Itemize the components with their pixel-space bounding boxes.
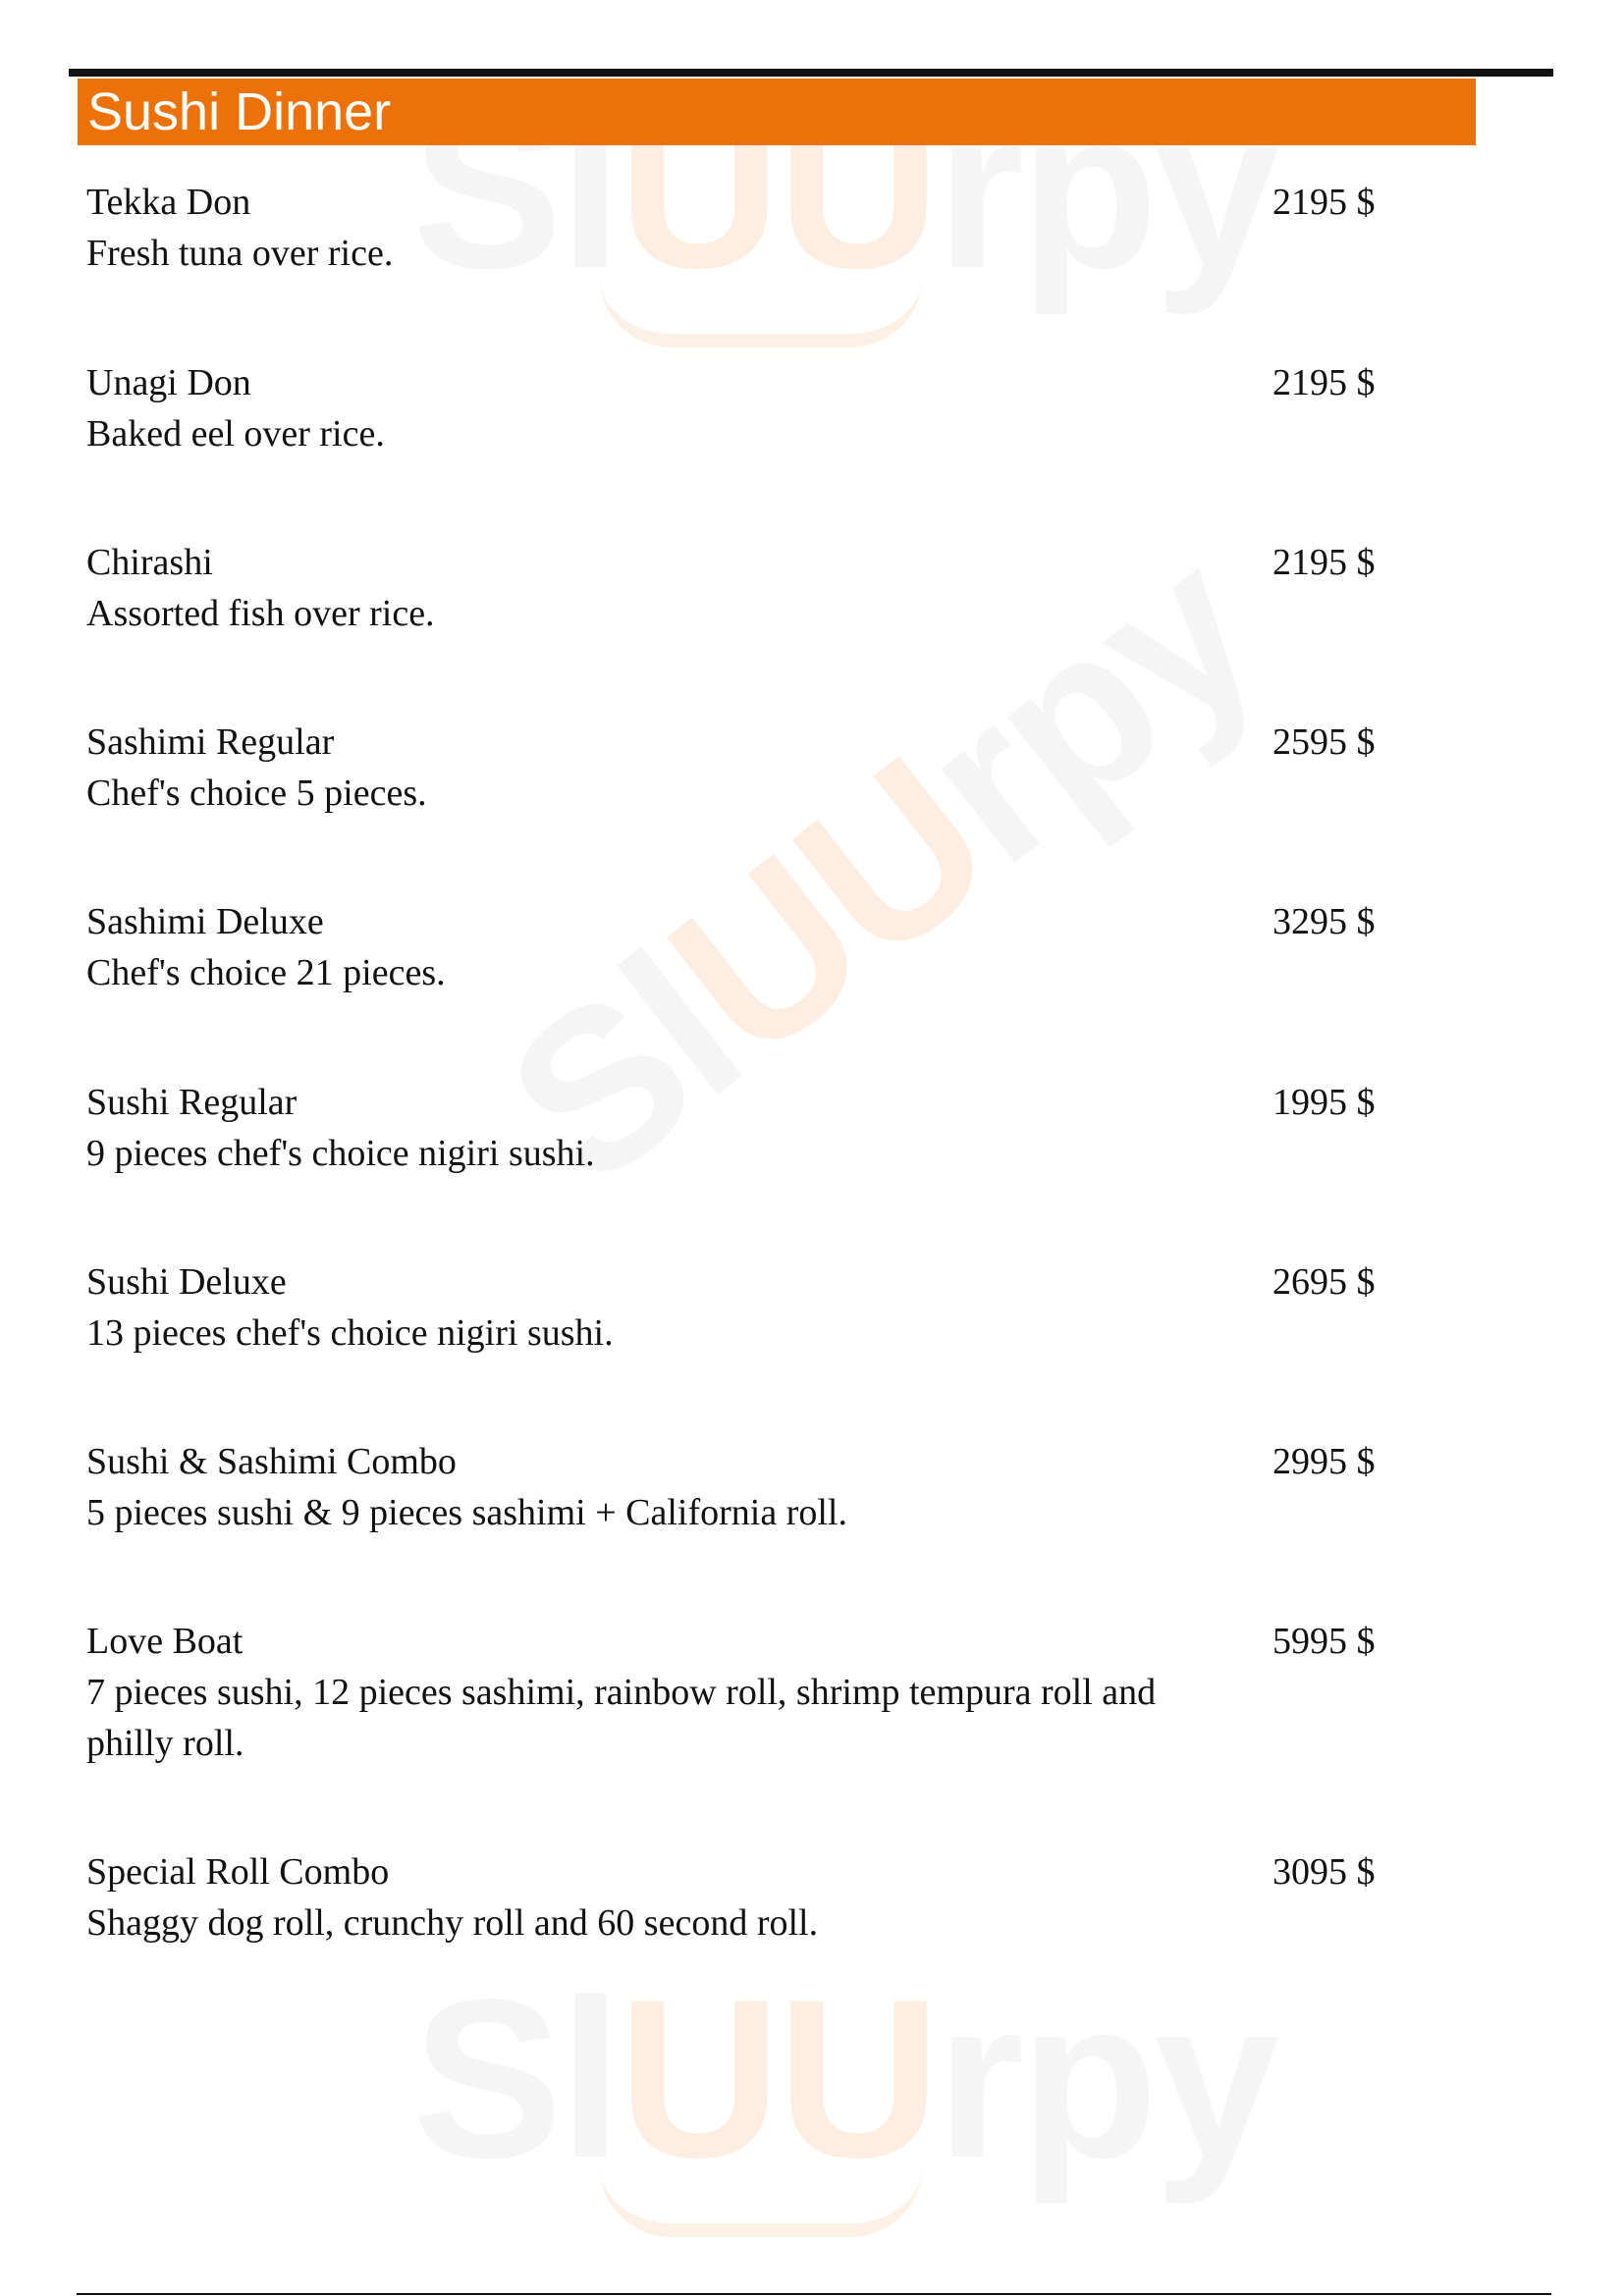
item-price: 3095 $	[1272, 1851, 1376, 1893]
item-name: Sashimi Regular	[86, 721, 335, 763]
item-name: Sushi & Sashimi Combo	[86, 1441, 457, 1482]
item-name: Sushi Deluxe	[86, 1261, 287, 1303]
item-description: 5 pieces sushi & 9 pieces sashimi + California roll.	[86, 1492, 847, 1533]
menu-item	[86, 1436, 1402, 1538]
menu-item	[86, 1846, 1402, 1949]
item-price: 2195 $	[1272, 362, 1376, 403]
menu-item	[86, 357, 1402, 459]
section-title: Sushi Dinner	[87, 82, 392, 141]
item-description: Baked eel over rice.	[86, 413, 385, 454]
watermark-logo: SlUUrpy	[412, 1952, 1276, 2205]
menu-item	[86, 1616, 1402, 1769]
menu-item	[86, 717, 1402, 819]
item-price: 2595 $	[1272, 721, 1376, 763]
bottom-divider	[77, 2293, 1551, 2295]
item-name: Unagi Don	[86, 362, 251, 403]
menu-item	[86, 537, 1402, 639]
item-description: 13 pieces chef's choice nigiri sushi.	[86, 1312, 614, 1354]
item-name: Special Roll Combo	[86, 1851, 390, 1893]
item-price: 2195 $	[1272, 182, 1376, 223]
item-description: 7 pieces sushi, 12 pieces sashimi, rainbow roll, shrimp tempura roll and philly roll.	[86, 1672, 1157, 1764]
item-name: Love Boat	[86, 1621, 244, 1662]
item-price: 2995 $	[1272, 1441, 1376, 1482]
item-price: 2195 $	[1272, 542, 1376, 583]
menu-item	[86, 1256, 1402, 1359]
item-description: Assorted fish over rice.	[86, 593, 435, 634]
item-description: Chef's choice 5 pieces.	[86, 773, 427, 814]
item-name: Sashimi Deluxe	[86, 901, 324, 942]
item-description: 9 pieces chef's choice nigiri sushi.	[86, 1133, 595, 1174]
item-name: Chirashi	[86, 542, 213, 583]
menu-item	[86, 177, 1402, 279]
watermark-logo: SlUUrpy	[463, 502, 1300, 1233]
item-description: Shaggy dog roll, crunchy roll and 60 second roll.	[86, 1902, 819, 1944]
item-price: 3295 $	[1272, 901, 1376, 942]
item-description: Fresh tuna over rice.	[86, 233, 394, 274]
item-price: 2695 $	[1272, 1261, 1376, 1303]
item-name: Tekka Don	[86, 182, 251, 223]
item-price: 1995 $	[1272, 1082, 1376, 1123]
menu-item	[86, 1077, 1402, 1179]
item-price: 5995 $	[1272, 1621, 1376, 1662]
menu-item	[86, 896, 1402, 998]
watermark-logo: SlUUrpy	[412, 63, 1276, 315]
item-name: Sushi Regular	[86, 1082, 298, 1123]
item-description: Chef's choice 21 pieces.	[86, 952, 446, 993]
